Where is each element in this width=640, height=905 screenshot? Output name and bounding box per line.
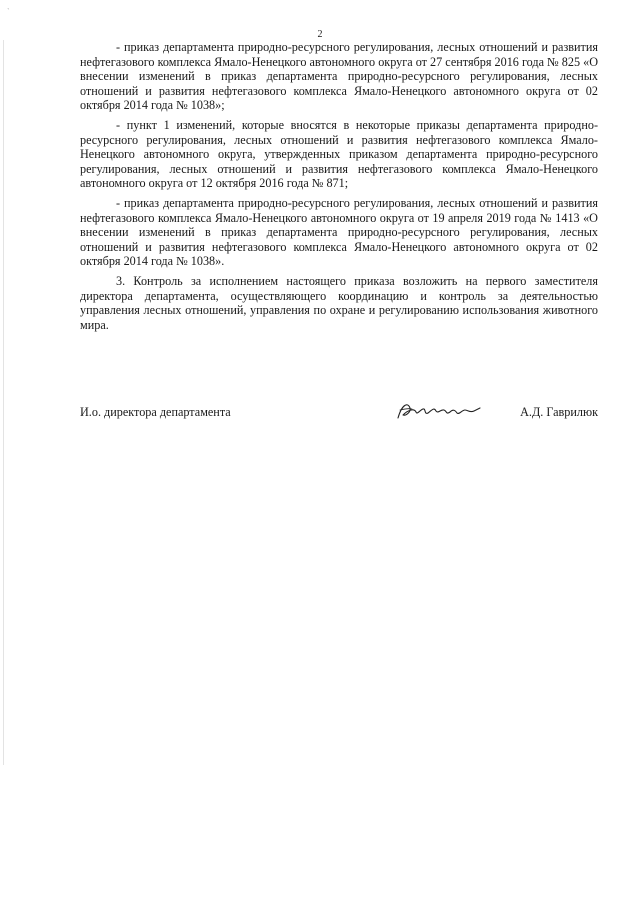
signatory-position: И.о. директора департамента	[80, 405, 231, 419]
page-number: 2	[317, 29, 323, 40]
scan-edge-line	[3, 40, 4, 765]
paragraph-2: - пункт 1 изменений, которые вносятся в некоторые приказы департамента природно-ресурсного регулирования, лесных отношений и развития нефтегазового комплекса Ямало-Ненецкого автономного округа, утвержденных приказом департамента природно-ресурсного регулирования, лесных отношений и развития нефтегазового комплекса Ямало-Ненецкого автономного округа от 12 октября 2016 года № 871;	[80, 117, 598, 191]
corner-mark: `	[7, 7, 10, 16]
paragraph-3: - приказ департамента природно-ресурсного регулирования, лесных отношений и развития нефтегазового комплекса Ямало-Ненецкого автономного округа от 19 апреля 2019 года № 1413 «О внесении изменений в приказ департамента природно-ресурсного регулирования, лесных отношений и развития нефтегазового комплекса Ямало-Ненецкого автономного округа от 02 октября 2014 года № 1038».	[80, 195, 598, 269]
signature-block	[80, 398, 598, 428]
paragraph-4: 3. Контроль за исполнением настоящего приказа возложить на первого заместителя директора департамента, осуществляющего координацию и контроль за деятельностью управления лесных отношений, управления по охране и регулированию использования животного мира.	[80, 273, 598, 332]
paragraph-1: - приказ департамента природно-ресурсного регулирования, лесных отношений и развития нефтегазового комплекса Ямало-Ненецкого автономного округа от 27 сентября 2016 года № 825 «О внесении изменений в приказ департамента природно-ресурсного регулирования, лесных отношений и развития нефтегазового комплекса Ямало-Ненецкого автономного округа от 02 октября 2014 года № 1038»;	[80, 40, 598, 113]
document-body	[80, 40, 598, 337]
signatory-name: А.Д. Гаврилюк	[520, 405, 598, 419]
handwritten-signature	[394, 398, 484, 424]
